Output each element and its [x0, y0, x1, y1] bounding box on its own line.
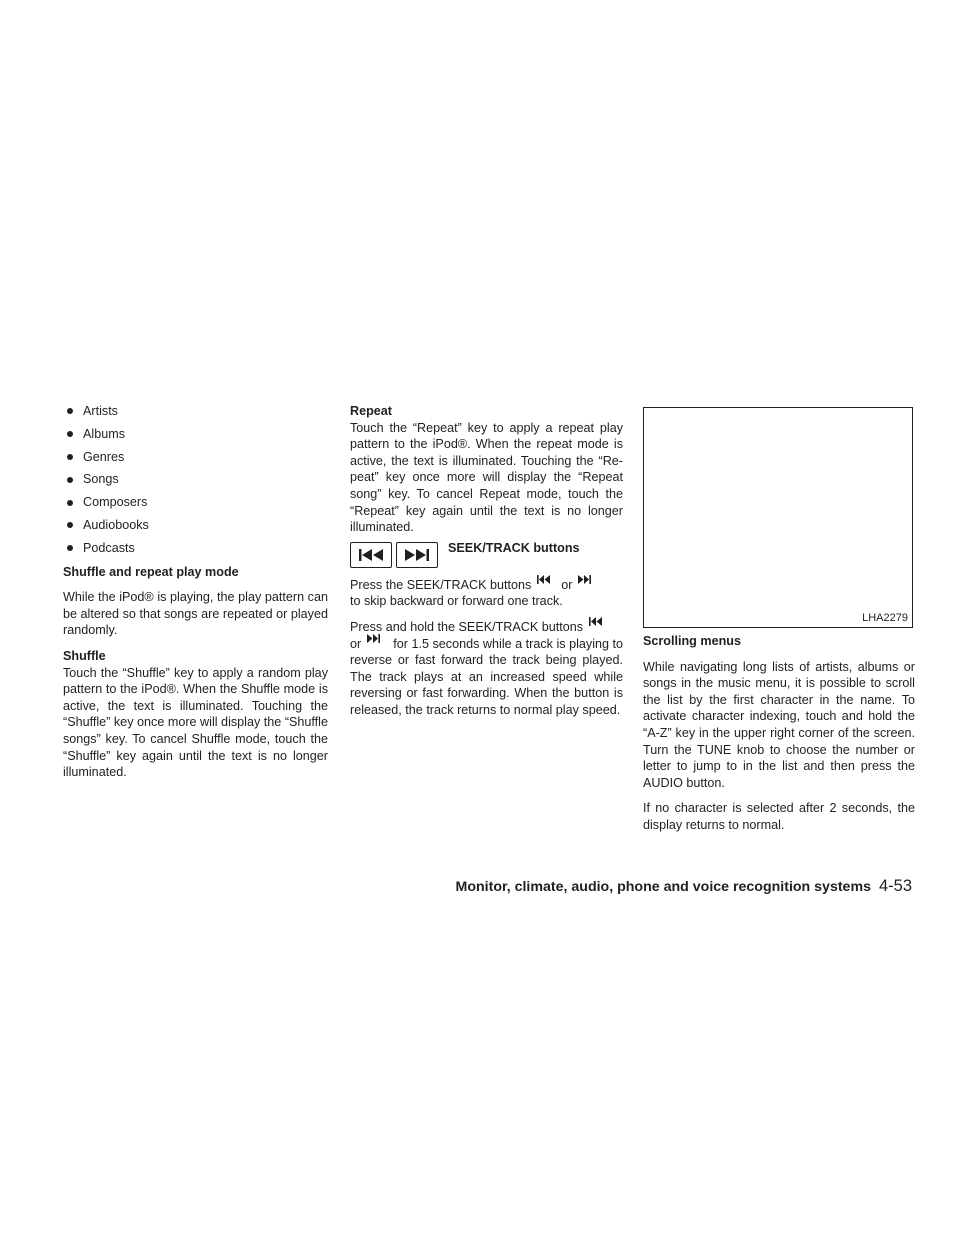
heading-repeat: Repeat — [350, 404, 392, 418]
seek-forward-button-graphic — [396, 542, 438, 568]
paragraph-scrolling-2: If no character is selected after 2 seconds, the display returns to normal. — [643, 801, 915, 832]
heading-shuffle: Shuffle — [63, 648, 106, 663]
list-item: Albums — [63, 426, 328, 449]
seek-back-button-graphic — [350, 542, 392, 568]
skip-forward-icon — [404, 549, 430, 561]
page-number: 4-53 — [878, 877, 912, 895]
list-item: Composers — [63, 494, 328, 517]
bullet-icon — [67, 545, 73, 551]
section-title: Monitor, climate, audio, phone and voice recognition systems — [455, 879, 871, 895]
paragraph-shuffle: Touch the “Shuffle” key to apply a random play pattern to the iPod®. When the Shuffle mode is active, the text is illuminated. Touching the “Shuffle” key once more will display the “Shuffle songs” key. To cancel Shuffle mode, touch the “Shuffle” key again until the text is no longer illuminated. — [63, 665, 328, 780]
skip-back-icon — [358, 549, 384, 561]
bullet-icon — [67, 522, 73, 528]
list-item: Audiobooks — [63, 517, 328, 540]
heading-shuffle-repeat: Shuffle and repeat play mode — [63, 564, 239, 579]
page-footer — [456, 877, 913, 896]
paragraph-repeat: Touch the “Repeat” key to apply a repeat play pattern to the iPod®. When the repeat mode is active, the text is illuminated. Touching the “Re-peat” key once more will display the “Repeat song” key. To cancel Repeat mode, touch the “Repeat” key again until the text is no longer illuminated. — [350, 420, 623, 535]
seek-track-button-illustration — [350, 542, 623, 568]
paragraph-play-mode: While the iPod® is playing, the play pattern can be altered so that songs are repeated or played randomly. — [63, 590, 328, 638]
figure-label: LHA2279 — [862, 612, 908, 624]
skip-back-icon — [537, 575, 550, 584]
skip-forward-icon — [578, 575, 591, 584]
heading-seek-track: SEEK/TRACK buttons — [448, 541, 580, 556]
bullet-icon — [67, 408, 73, 414]
paragraph-seek-hold: Press and hold the SEEK/TRACK buttons or for 1.5 seconds while a track is playing to reverse or fast forward the track being played. The track plays at an increased speed while reversing or fast forwarding. When the button is released, the track returns to normal play speed. — [350, 619, 623, 719]
bullet-icon — [67, 431, 73, 437]
column-middle — [350, 403, 623, 719]
column-right — [643, 403, 915, 834]
heading-scrolling-menus: Scrolling menus — [643, 634, 741, 648]
paragraph-scrolling-1: While navigating long lists of artists, albums or songs in the music menu, it is possible to scroll the list by the first character in the name. To activate character indexing, touch and hold the “A-Z” key in the upper right corner of the screen. Turn the TUNE knob to choose the number or letter to jump to in the list and then press the AUDIO button. — [643, 659, 915, 790]
paragraph-seek-press: Press the SEEK/TRACK buttons or to skip backward or forward one track. — [350, 577, 623, 610]
list-item: Podcasts — [63, 540, 328, 563]
bullet-icon — [67, 477, 73, 483]
bullet-icon — [67, 500, 73, 506]
column-left — [63, 403, 328, 781]
illustration-frame — [643, 407, 913, 628]
music-menu-list — [63, 403, 328, 563]
list-item: Artists — [63, 403, 328, 426]
bullet-icon — [67, 454, 73, 460]
skip-forward-icon — [367, 634, 380, 643]
skip-back-icon — [589, 617, 602, 626]
list-item: Genres — [63, 449, 328, 472]
list-item: Songs — [63, 471, 328, 494]
